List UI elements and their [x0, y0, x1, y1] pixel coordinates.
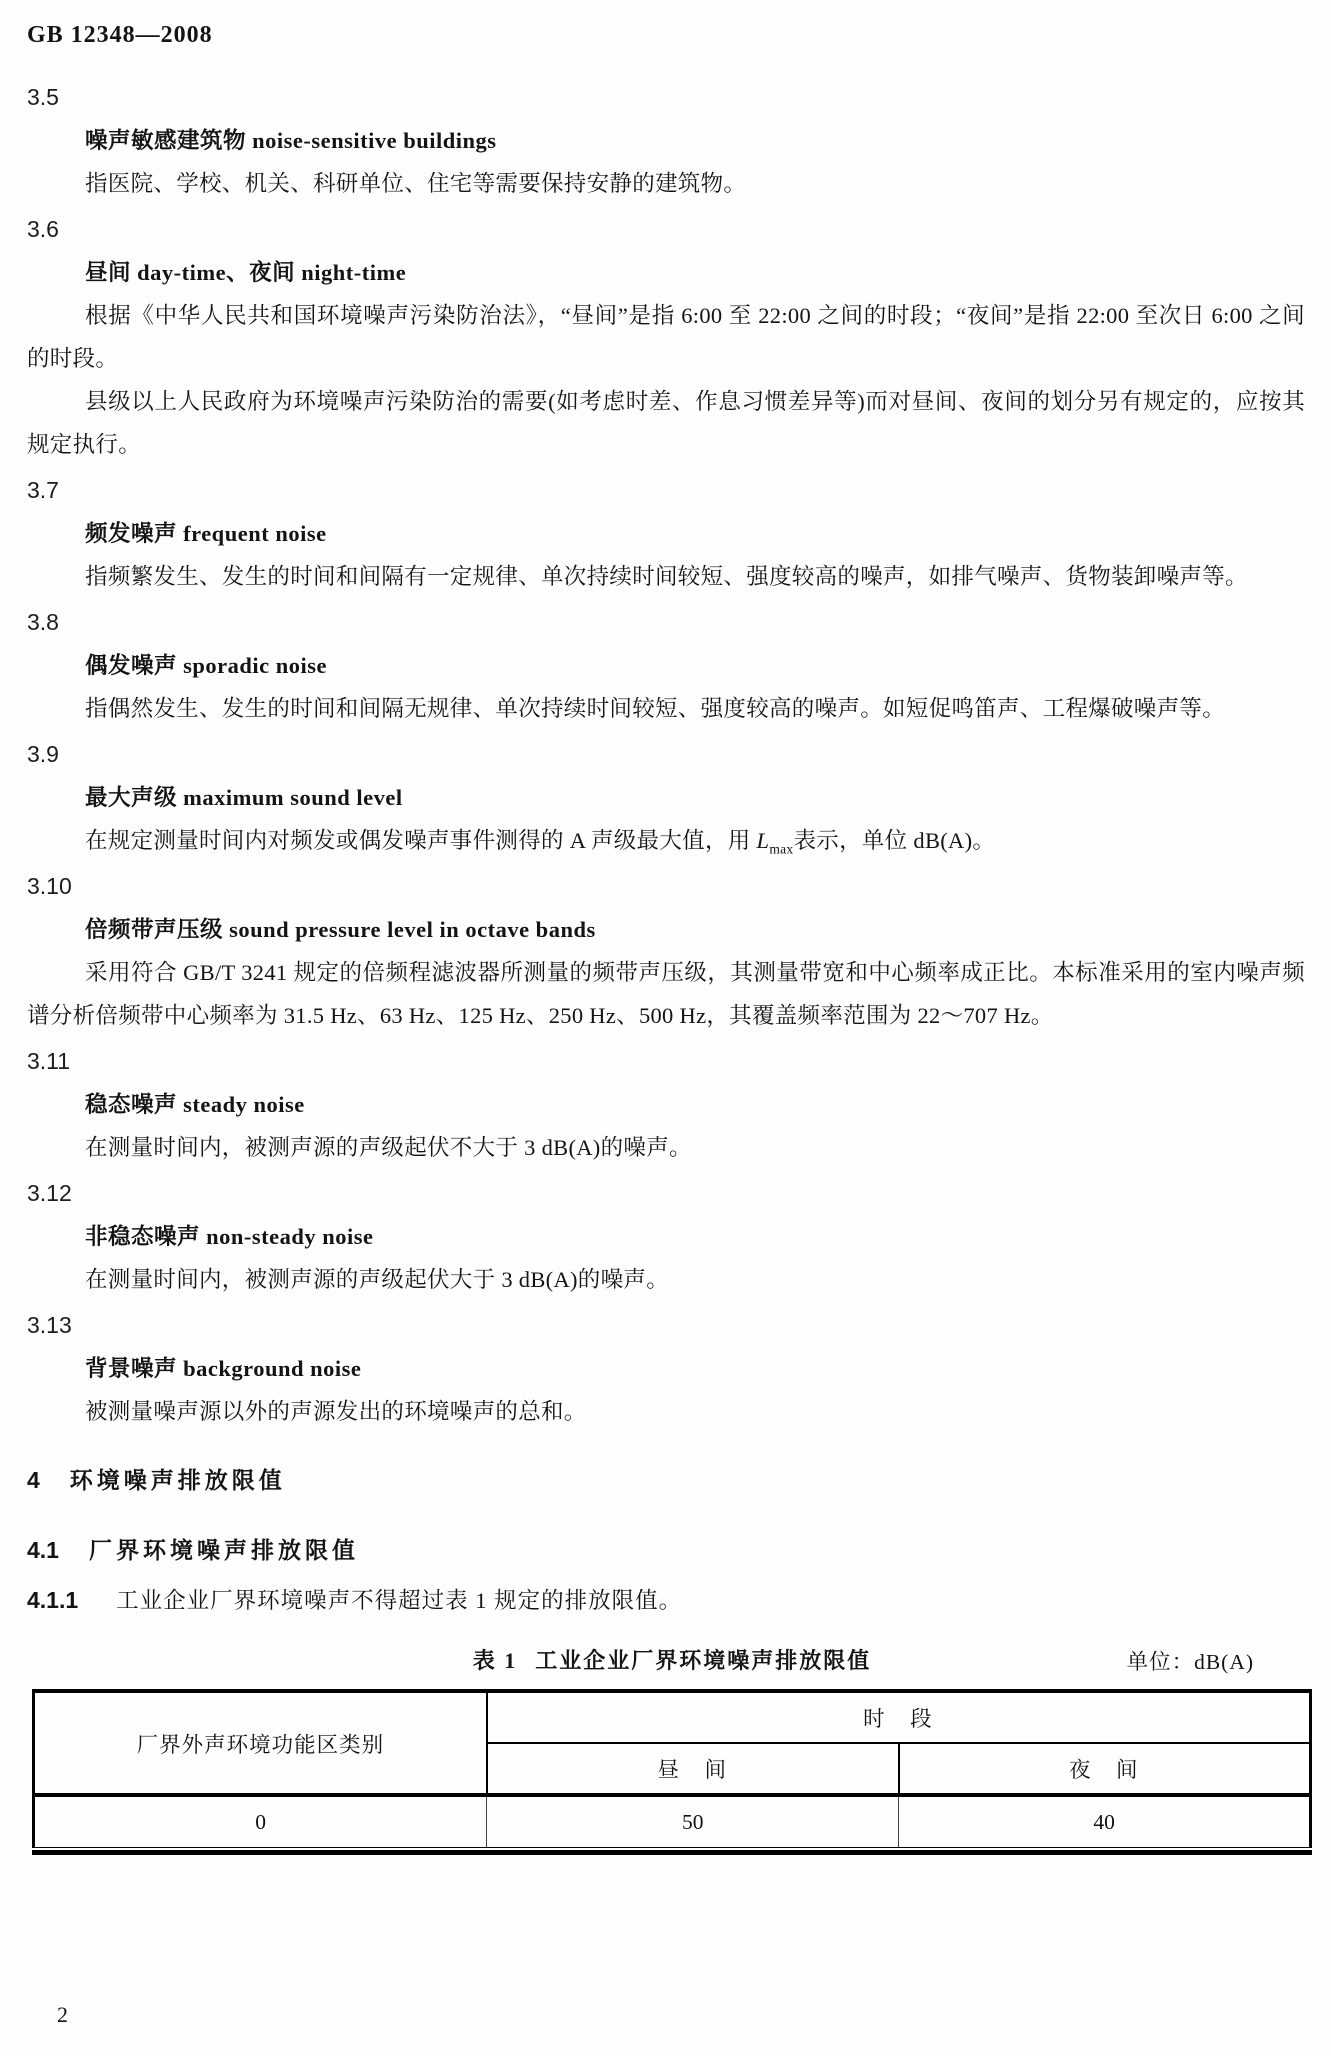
- chapter-4-heading: [27, 1459, 1305, 1505]
- clause-4-1-title: 厂界环境噪声排放限值: [88, 1538, 359, 1563]
- section-number: 3.11: [27, 1048, 71, 1074]
- clause-4-1-number: 4.1: [27, 1537, 59, 1563]
- table-header-row: [34, 1691, 1311, 1743]
- table-subheader-night: 夜 间: [899, 1743, 1311, 1795]
- term-heading: 频发噪声 frequent noise: [85, 521, 327, 546]
- section-number: 3.13: [27, 1312, 72, 1338]
- table-row: [34, 1795, 1311, 1848]
- section-3.13: [27, 1304, 1305, 1433]
- table-caption-label: 表 1: [472, 1648, 518, 1673]
- definition-paragraph: [27, 687, 1305, 730]
- sections-container: [27, 76, 1305, 1433]
- chapter-4-title: 环境噪声排放限值: [69, 1468, 286, 1493]
- text-run: 表示，单位 dB(A)。: [793, 828, 996, 853]
- text-run: 在测量时间内，被测声源的声级起伏大于 3 dB(A)的噪声。: [85, 1267, 669, 1292]
- table-caption: [32, 1647, 1312, 1677]
- doc-code: GB 12348—2008: [27, 22, 213, 48]
- text-run: 指医院、学校、机关、科研单位、住宅等需要保持安静的建筑物。: [85, 171, 747, 196]
- definition-paragraph: [27, 1390, 1305, 1433]
- section-3.11: [27, 1040, 1305, 1169]
- definition-paragraph: [27, 555, 1305, 598]
- section-number: 3.5: [27, 84, 59, 110]
- page-number: 2: [57, 2002, 68, 2027]
- table-subheader-day: 昼 间: [657, 1758, 728, 1782]
- term-heading: 倍频带声压级 sound pressure level in octave bands: [85, 917, 596, 942]
- table-caption-title: 工业企业厂界环境噪声排放限值: [535, 1648, 872, 1673]
- table-1: [32, 1689, 1312, 1855]
- table-unit-label: 单位：dB(A): [1126, 1650, 1254, 1674]
- definition-paragraph: [27, 951, 1305, 1037]
- table-col1-header: 厂界外声环境功能区类别: [34, 1691, 487, 1795]
- section-3.6: [27, 208, 1305, 466]
- table-group-header: 时 段: [487, 1691, 1311, 1743]
- section-3.8: [27, 601, 1305, 730]
- term-heading: 最大声级 maximum sound level: [85, 785, 403, 810]
- definition-paragraph: [27, 1126, 1305, 1169]
- term-heading: 背景噪声 background noise: [85, 1356, 362, 1381]
- table-cell-category: 0: [34, 1795, 487, 1848]
- clause-4-1-1-text: 工业企业厂界环境噪声不得超过表 1 规定的排放限值。: [116, 1588, 683, 1613]
- text-run: 被测量噪声源以外的声源发出的环境噪声的总和。: [85, 1399, 587, 1424]
- term-heading: 非稳态噪声 non-steady noise: [85, 1224, 374, 1249]
- text-run: 指频繁发生、发生的时间和间隔有一定规律、单次持续时间较短、强度较高的噪声，如排气噪声、货物装卸噪声等。: [85, 564, 1248, 589]
- text-run: 根据《中华人民共和国环境噪声污染防治法》，“昼间”是指 6:00 至 22:00 之间的时段；“夜间”是指 22:00 至次日 6:00 之间的时段。: [27, 303, 1305, 371]
- section-number: 3.7: [27, 477, 59, 503]
- section-3.5: [27, 76, 1305, 205]
- clause-4-1-heading: [27, 1529, 1305, 1575]
- text-run: 县级以上人民政府为环境噪声污染防治的需要(如考虑时差、作息习惯差异等)而对昼间、夜间的划分另有规定的，应按其规定执行。: [27, 389, 1305, 457]
- term-heading: 稳态噪声 steady noise: [85, 1092, 305, 1117]
- chapter-4: [27, 1459, 1305, 1625]
- section-number: 3.8: [27, 609, 59, 635]
- definition-paragraph: [27, 294, 1305, 380]
- chapter-4-number: 4: [27, 1467, 40, 1493]
- text-run: L: [756, 828, 770, 853]
- section-3.12: [27, 1172, 1305, 1301]
- section-3.10: [27, 865, 1305, 1037]
- definition-paragraph: [27, 819, 1305, 862]
- text-run: 在测量时间内，被测声源的声级起伏不大于 3 dB(A)的噪声。: [85, 1135, 692, 1160]
- text-run: max: [769, 841, 794, 857]
- term-heading: 昼间 day-time、夜间 night-time: [85, 260, 407, 285]
- clause-4-1-1-number: 4.1.1: [27, 1587, 79, 1613]
- section-number: 3.9: [27, 741, 59, 767]
- definition-paragraph: [27, 162, 1305, 205]
- text-run: 在规定测量时间内对频发或偶发噪声事件测得的 A 声级最大值，用: [85, 828, 757, 853]
- definition-paragraph: [27, 1258, 1305, 1301]
- term-heading: 偶发噪声 sporadic noise: [85, 653, 328, 678]
- table-cell-night-limit: 40: [899, 1795, 1311, 1848]
- definition-paragraph: [27, 380, 1305, 466]
- section-number: 3.10: [27, 873, 72, 899]
- term-heading: 噪声敏感建筑物 noise-sensitive buildings: [85, 128, 497, 153]
- section-3.7: [27, 469, 1305, 598]
- text-run: 采用符合 GB/T 3241 规定的倍频程滤波器所测量的频带声压级，其测量带宽和中心频率成正比。本标准采用的室内噪声频谱分析倍频带中心频率为 31.5 Hz、63 Hz、125 Hz、250 Hz、500 Hz，其覆盖频率范围为 22～707 Hz。: [27, 960, 1305, 1028]
- text-run: 指偶然发生、发生的时间和间隔无规律、单次持续时间较短、强度较高的噪声。如短促鸣笛声、工程爆破噪声等。: [85, 696, 1226, 721]
- table-cell-day-limit: 50: [487, 1795, 899, 1848]
- section-3.9: [27, 733, 1305, 862]
- section-number: 3.12: [27, 1180, 72, 1206]
- clause-4-1-1: [27, 1579, 1305, 1625]
- section-number: 3.6: [27, 216, 59, 242]
